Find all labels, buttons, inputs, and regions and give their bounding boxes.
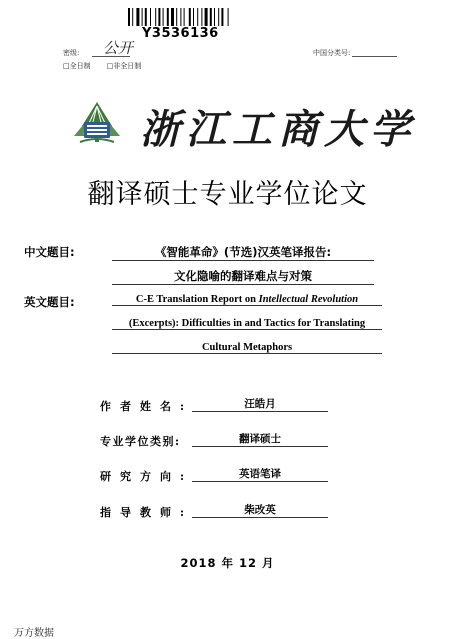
submission-date: 2018 年 12 月 [180, 556, 275, 570]
barcode-number: Y3536136 [142, 26, 219, 41]
barcode-bar [228, 8, 229, 26]
chinese-title-line-2: 文化隐喻的翻译难点与对策 [112, 268, 374, 285]
barcode-bar [145, 8, 147, 26]
option-part-time[interactable]: □非全日制 [106, 62, 142, 70]
barcode-bar [167, 8, 169, 26]
barcode-bar [150, 8, 151, 26]
major-value: 翻译硕士 [192, 431, 328, 447]
barcode-bar [132, 8, 133, 26]
chinese-title-label: 中文题目: [24, 245, 75, 259]
secrecy-label: 密级: [63, 49, 80, 57]
barcode-bar [210, 8, 212, 26]
english-title-line-2: (Excerpts): Difficulties in and Tactics for Translating [112, 318, 382, 330]
barcode-bar [155, 8, 156, 26]
barcode-bar [158, 8, 160, 26]
barcode-bar [189, 8, 191, 26]
barcode-bar [205, 8, 208, 26]
barcode-bar [214, 8, 215, 26]
research-direction-label: 研究方向: [100, 470, 194, 483]
barcode-bar [163, 8, 164, 26]
barcode-bar [218, 8, 219, 26]
author-value: 汪皓月 [192, 396, 328, 412]
barcode-bar [142, 8, 143, 26]
class-number-underline [352, 56, 397, 57]
advisor-label: 指导教师: [100, 506, 194, 519]
author-label: 作者姓名: [100, 400, 194, 413]
barcode-bar [193, 8, 194, 26]
barcode-bar [221, 8, 223, 26]
secrecy-handwritten-value: 公开 [103, 39, 134, 57]
book-title-italic: Intellectual Revolution [258, 294, 359, 305]
barcode-bar [201, 8, 202, 26]
barcode [128, 8, 246, 26]
english-title-line-1: C-E Translation Report on Intellectual Revolution [112, 294, 382, 306]
thesis-type-title: 翻译硕士专业学位论文 [87, 179, 368, 210]
university-name: 浙江工商大学 [140, 106, 416, 153]
option-full-time[interactable]: □全日制 [63, 62, 91, 70]
footer-watermark-text: 万方数据 [14, 628, 54, 639]
barcode-bar [180, 8, 181, 26]
study-mode-options [63, 61, 141, 71]
barcode-bar [176, 8, 177, 26]
english-title-line-3: Cultural Metaphors [112, 342, 382, 354]
class-number-label: 中国分类号: [313, 49, 351, 57]
major-label: 专业学位类别: [100, 435, 181, 448]
barcode-bar [128, 8, 130, 26]
barcode-bar [197, 8, 198, 26]
university-logo-icon [62, 96, 132, 150]
english-title-label: 英文题目: [24, 295, 75, 309]
advisor-value: 柴改英 [192, 502, 328, 518]
barcode-bar [136, 8, 139, 26]
barcode-bar [184, 8, 185, 26]
research-direction-value: 英语笔译 [192, 466, 328, 482]
secrecy-underline [92, 56, 130, 57]
chinese-title-line-1: 《智能革命》(节选)汉英笔译报告: [112, 244, 374, 261]
barcode-bar [171, 8, 174, 26]
